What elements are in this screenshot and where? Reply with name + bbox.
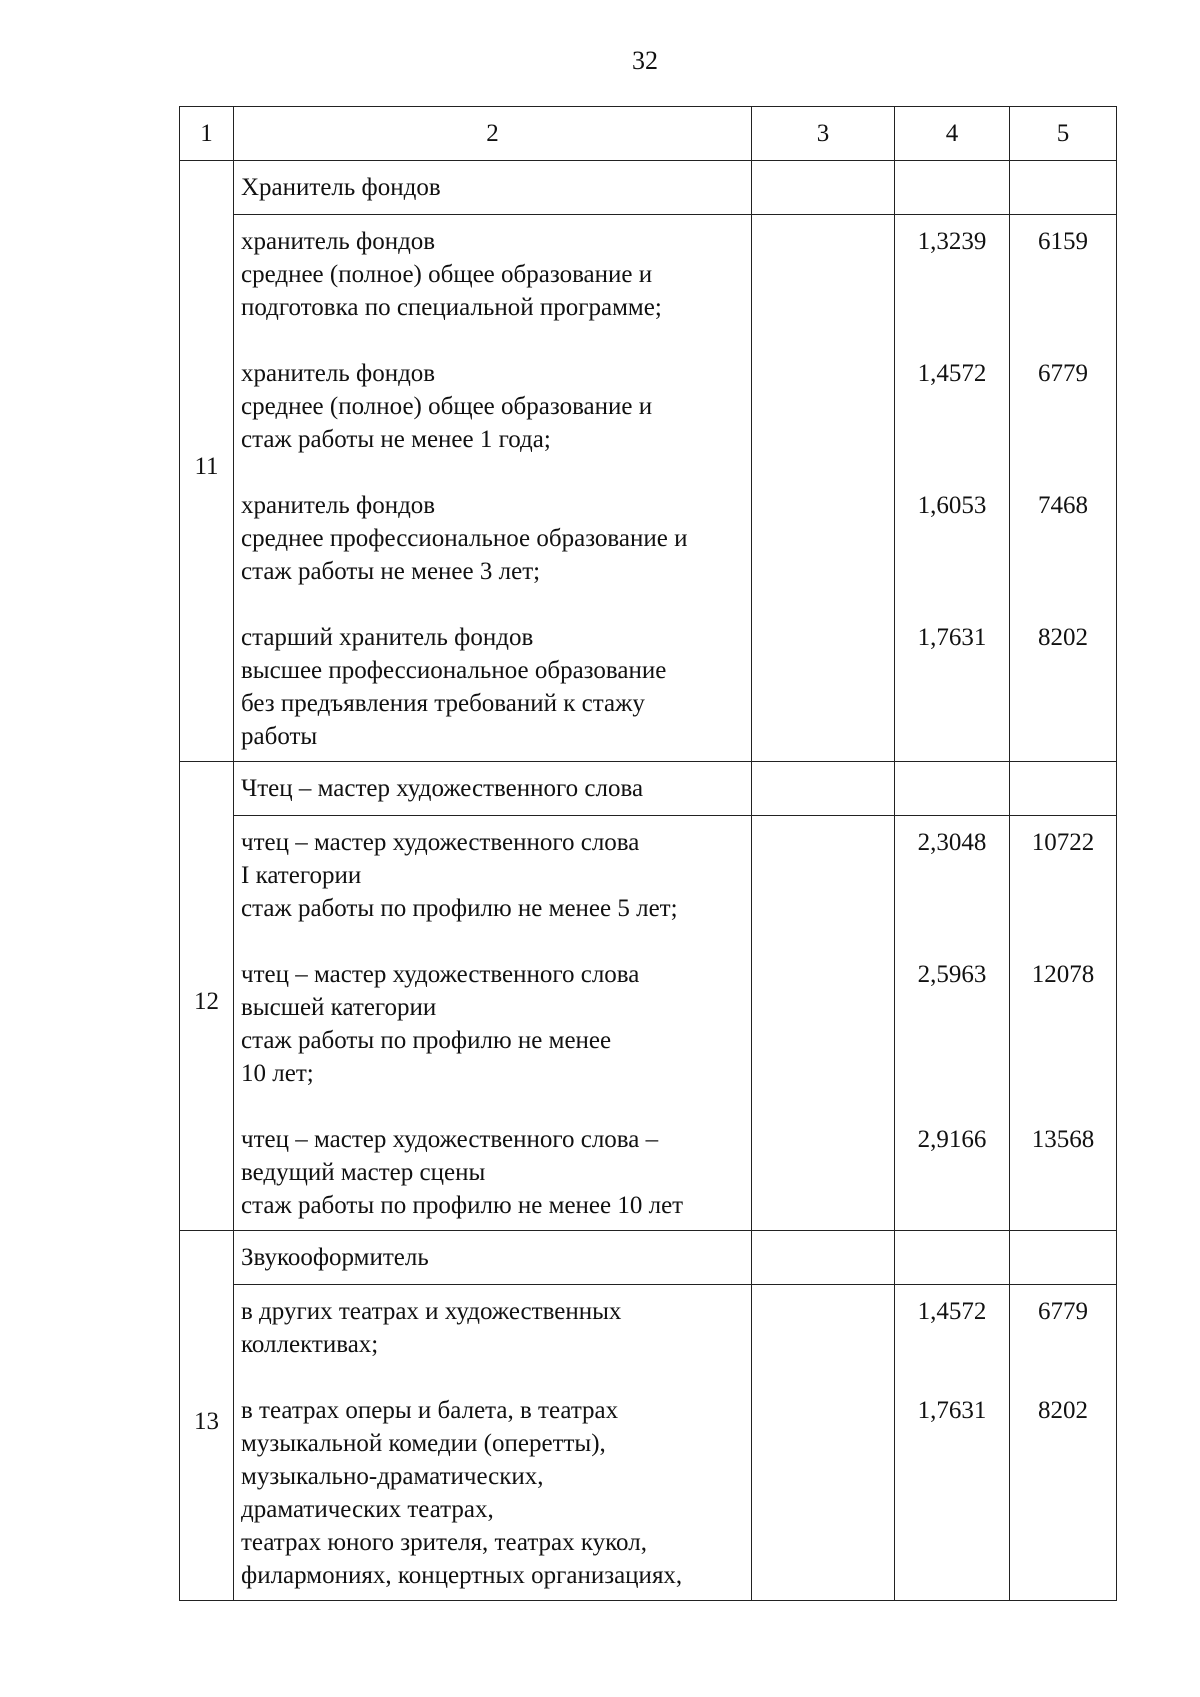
salary-value: 8202 bbox=[1038, 624, 1088, 651]
coefficient-value: 1,3239 bbox=[917, 228, 987, 255]
section-title-row bbox=[180, 161, 1117, 215]
position-line: стаж работы по профилю не менее bbox=[241, 1027, 612, 1054]
coefficient-value: 2,3048 bbox=[917, 829, 987, 856]
coefficient-cell bbox=[895, 1285, 1010, 1601]
section-col5-cell bbox=[1010, 161, 1117, 215]
coefficient-value: 1,7631 bbox=[917, 624, 987, 651]
coefficient-value: 1,4572 bbox=[917, 360, 987, 387]
position-line: чтец – мастер художественного слова bbox=[241, 961, 640, 988]
section-title: Хранитель фондов bbox=[234, 161, 752, 215]
position-line: 10 лет; bbox=[241, 1060, 314, 1087]
salary-value: 7468 bbox=[1038, 492, 1088, 519]
position-line: среднее (полное) общее образование и bbox=[241, 261, 653, 288]
section-col4-cell bbox=[895, 161, 1010, 215]
position-line: I категории bbox=[241, 862, 362, 889]
section-entries-row bbox=[180, 215, 1117, 762]
position-line: среднее (полное) общее образование и bbox=[241, 393, 653, 420]
section-col3-cell bbox=[752, 762, 895, 816]
salary-cell bbox=[1010, 1285, 1117, 1601]
column-header-1: 1 bbox=[180, 107, 234, 161]
position-line: хранитель фондов bbox=[241, 228, 436, 255]
position-line: музыкальной комедии (оперетты), bbox=[241, 1430, 606, 1457]
table-header-row bbox=[180, 107, 1117, 161]
position-line: без предъявления требований к стажу bbox=[241, 690, 645, 717]
section-number-text: 13 bbox=[194, 1407, 219, 1435]
position-line: чтец – мастер художественного слова – bbox=[241, 1126, 659, 1153]
salary-value: 12078 bbox=[1031, 961, 1095, 988]
position-entry bbox=[241, 958, 747, 1123]
coefficient-value: 1,4572 bbox=[917, 1298, 987, 1325]
salary-value: 13568 bbox=[1031, 1126, 1095, 1153]
position-line: музыкально-драматических, bbox=[241, 1463, 544, 1490]
section-col5-cell bbox=[1010, 1231, 1117, 1285]
section-number bbox=[180, 161, 234, 762]
position-entry bbox=[241, 489, 747, 621]
position-entry bbox=[241, 1394, 747, 1600]
position-entry bbox=[241, 826, 747, 958]
position-line: работы bbox=[241, 723, 318, 750]
position-entry bbox=[241, 1295, 747, 1394]
position-line: среднее профессиональное образование и bbox=[241, 525, 688, 552]
coefficient-value: 2,9166 bbox=[917, 1126, 987, 1153]
column-header-5: 5 bbox=[1010, 107, 1117, 161]
section-col3-cell bbox=[752, 161, 895, 215]
position-line: ведущий мастер сцены bbox=[241, 1159, 486, 1186]
entries-text-cell bbox=[234, 1285, 752, 1601]
salary-value: 8202 bbox=[1038, 1397, 1088, 1424]
position-line: стаж работы не менее 1 года; bbox=[241, 426, 551, 453]
coefficient-cell bbox=[895, 816, 1010, 1231]
salary-value: 10722 bbox=[1031, 829, 1095, 856]
position-entry bbox=[241, 1123, 747, 1230]
section-title: Чтец – мастер художественного слова bbox=[234, 762, 752, 816]
section-title-row bbox=[180, 762, 1117, 816]
position-line: коллективах; bbox=[241, 1331, 379, 1358]
salary-cell bbox=[1010, 816, 1117, 1231]
coefficient-value: 1,6053 bbox=[917, 492, 987, 519]
position-line: театрах юного зрителя, театрах кукол, bbox=[241, 1529, 647, 1556]
entries-text-cell bbox=[234, 816, 752, 1231]
salary-value: 6779 bbox=[1038, 1298, 1088, 1325]
position-line: драматических театрах, bbox=[241, 1496, 494, 1523]
position-line: хранитель фондов bbox=[241, 492, 436, 519]
position-line: хранитель фондов bbox=[241, 360, 436, 387]
section-col5-cell bbox=[1010, 762, 1117, 816]
entries-col3-cell bbox=[752, 1285, 895, 1601]
position-entry bbox=[241, 621, 747, 761]
position-line: высшей категории bbox=[241, 994, 437, 1021]
section-title-row bbox=[180, 1231, 1117, 1285]
position-entry bbox=[241, 357, 747, 489]
coefficient-value: 1,7631 bbox=[917, 1397, 987, 1424]
position-line: стаж работы по профилю не менее 5 лет; bbox=[241, 895, 678, 922]
section-col3-cell bbox=[752, 1231, 895, 1285]
position-line: стаж работы по профилю не менее 10 лет bbox=[241, 1192, 684, 1219]
entries-text-cell bbox=[234, 215, 752, 762]
section-title: Звукооформитель bbox=[234, 1231, 752, 1285]
section-col4-cell bbox=[895, 1231, 1010, 1285]
position-line: чтец – мастер художественного слова bbox=[241, 829, 640, 856]
salary-cell bbox=[1010, 215, 1117, 762]
section-col4-cell bbox=[895, 762, 1010, 816]
column-header-4: 4 bbox=[895, 107, 1010, 161]
section-number bbox=[180, 1231, 234, 1601]
position-line: высшее профессиональное образование bbox=[241, 657, 667, 684]
position-line: стаж работы не менее 3 лет; bbox=[241, 558, 541, 585]
section-number-text: 12 bbox=[194, 988, 219, 1015]
section-entries-row bbox=[180, 816, 1117, 1231]
coefficient-cell bbox=[895, 215, 1010, 762]
column-header-2: 2 bbox=[234, 107, 752, 161]
column-header-3: 3 bbox=[752, 107, 895, 161]
section-number bbox=[180, 762, 234, 1231]
salary-value: 6159 bbox=[1038, 228, 1088, 255]
position-line: старший хранитель фондов bbox=[241, 624, 534, 651]
position-line: филармониях, концертных организациях, bbox=[241, 1562, 683, 1589]
salary-table bbox=[179, 106, 1117, 1601]
position-entry bbox=[241, 225, 747, 357]
position-line: в других театрах и художественных bbox=[241, 1298, 622, 1325]
entries-col3-cell bbox=[752, 215, 895, 762]
section-entries-row bbox=[180, 1285, 1117, 1601]
coefficient-value: 2,5963 bbox=[917, 961, 987, 988]
entries-col3-cell bbox=[752, 816, 895, 1231]
salary-value: 6779 bbox=[1038, 360, 1088, 387]
position-line: в театрах оперы и балета, в театрах bbox=[241, 1397, 619, 1424]
section-number-text: 11 bbox=[194, 453, 219, 480]
position-line: подготовка по специальной программе; bbox=[241, 294, 662, 321]
page-number: 32 bbox=[632, 46, 658, 75]
